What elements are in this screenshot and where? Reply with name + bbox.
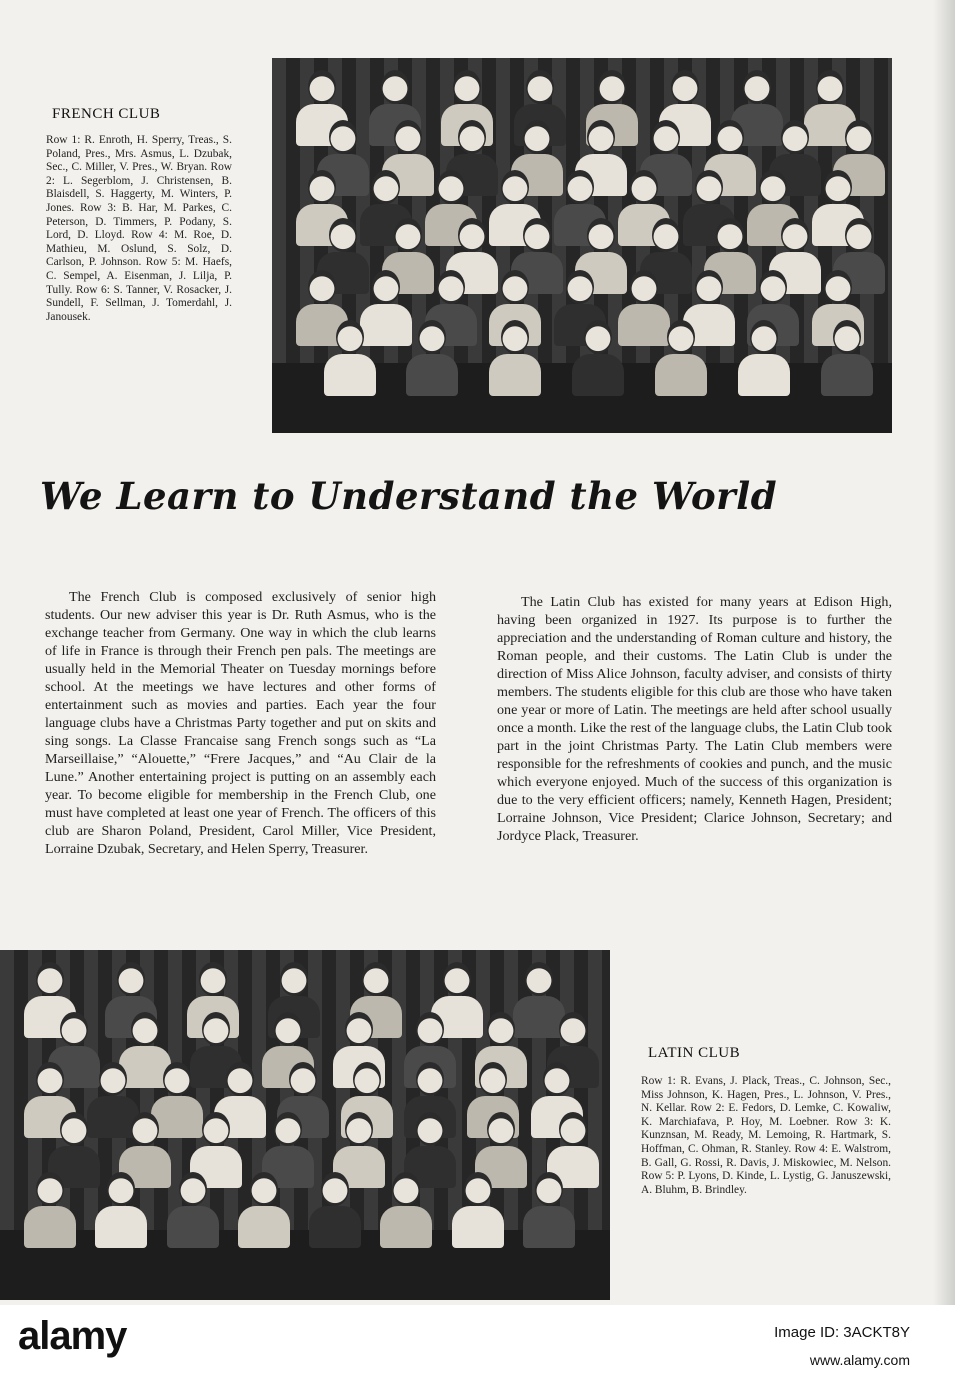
french-club-paragraph <box>45 588 436 858</box>
photo-figure <box>817 320 877 396</box>
latin-club-paragraph <box>497 593 892 845</box>
watermark-url: www.alamy.com <box>809 1352 910 1368</box>
photo-figure <box>448 1172 508 1248</box>
photo-figure <box>402 320 462 396</box>
photo-figure <box>163 1172 223 1248</box>
alamy-logo: alamy <box>18 1314 127 1358</box>
photo-figure <box>320 320 380 396</box>
photo-figure <box>651 320 711 396</box>
latin-club-photo <box>0 950 610 1300</box>
image-id: Image ID: 3ACKT8Y <box>774 1324 910 1341</box>
latin-club-title: LATIN CLUB <box>648 1045 741 1061</box>
french-club-roster: Row 1: R. Enroth, H. Sperry, Treas., S. Poland, Pres., Mrs. Asmus, L. Dzubak, Sec., C. Miller, V. Pres., W. Bryan. Row 2: L. Segerblom, J. Christensen, B. Blaisdell, S. Haggerty, M. Winters, P. Jones. Row 3: B. Har, M. Parkes, C. Peterson, D. Timmers, P. Podany, S. Lord, D. Lloyd. Row 4: M. Roe, D. Mathieu, M. Oslund, S. Solz, D. Carlson, P. Johnson. Row 5: M. Haefs, C. Sempel, A. Eisenman, J. Lilja, P. Tully. Row 6: S. Tanner, V. Rosacker, J. Sundell, F. Sellman, J. Tomerdahl, J. Janousek. <box>46 134 232 323</box>
photo-figure <box>376 1172 436 1248</box>
latin-paragraph-text: The Latin Club has existed for many years at Edison High, having been organized in 1927. Its purpose is to further the appreciation and the understanding of Roman culture and history, the Roman people, and their customs. The Latin Club is under the direction of Miss Alice Johnson, faculty adviser, and consists of thirty members. The students eligible for this club are those who have taken one year or more of Latin. The meetings are held after school usually once a month. Like the rest of the language clubs, the Latin Club took part in the joint Christmas Party. The Latin Club members were responsible for the refreshments of cookies and punch, and the music which everyone enjoyed. Much of the success of this organization is due to the very efficient officers; namely, Kenneth Hagen, President; Lorraine Johnson, Vice President; Clarice Johnson, Secretary; and Jordyce Plack, Treasurer. <box>497 594 892 844</box>
photo-figure <box>91 1172 151 1248</box>
page-edge-shadow <box>933 0 955 1305</box>
french-club-photo <box>272 58 892 433</box>
photo-figure <box>305 1172 365 1248</box>
photo-figure <box>485 320 545 396</box>
photo-figure <box>568 320 628 396</box>
watermark-bar <box>0 1305 955 1390</box>
latin-club-roster: Row 1: R. Evans, J. Plack, Treas., C. Johnson, Sec., Miss Johnson, K. Hagen, Pres., L. Johnson, V. Pres., N. Kellar. Row 2: E. Fedors, D. Lemke, C. Kowaliw, K. Marchiafava, P. Hoy, M. Loebner. Row 3: K. Kunznsan, M. Ready, M. Lemoing, R. Hartmark, S. Hoffman, C. Ohman, R. Stanley. Row 4: E. Walstrom, B. Gall, G. Rossi, R. Davis, J. Miskowiec, M. Nelson. Row 5: P. Lyons, D. Kinde, L. Lystig, G. Januszewski, A. Bluhm, B. Brindley. <box>641 1075 891 1196</box>
page-headline: We Learn to Understand the World <box>40 474 778 518</box>
photo-figure <box>234 1172 294 1248</box>
french-club-title: FRENCH CLUB <box>52 106 161 122</box>
photo-figure <box>734 320 794 396</box>
french-paragraph-text: The French Club is composed exclusively of senior high students. Our new adviser this year is Dr. Ruth Asmus, who is the exchange teacher from Germany. One way in which the club learns of life in France is through their French pen pals. The meetings are usually held in the Memorial Theater on Tuesday mornings before school. At the meetings we have lectures and other forms of entertainment such as movies and parties. Each year the four language clubs have a Christmas Party together and put on skits and sing songs. La Classe Francaise sang French songs such as “La Marseillaise,” “Alouette,” “Frere Jacques,” and “Au Clair de la Lune.” Another entertaining project is putting on an assembly each year. To become eligible for membership in the French Club, one must have completed at least one year of French. The officers of this club are Sharon Poland, President, Carol Miller, Vice President, Lorraine Dzubak, Secretary, and Helen Sperry, Treasurer. <box>45 589 436 857</box>
photo-figure <box>519 1172 579 1248</box>
photo-figure <box>20 1172 80 1248</box>
